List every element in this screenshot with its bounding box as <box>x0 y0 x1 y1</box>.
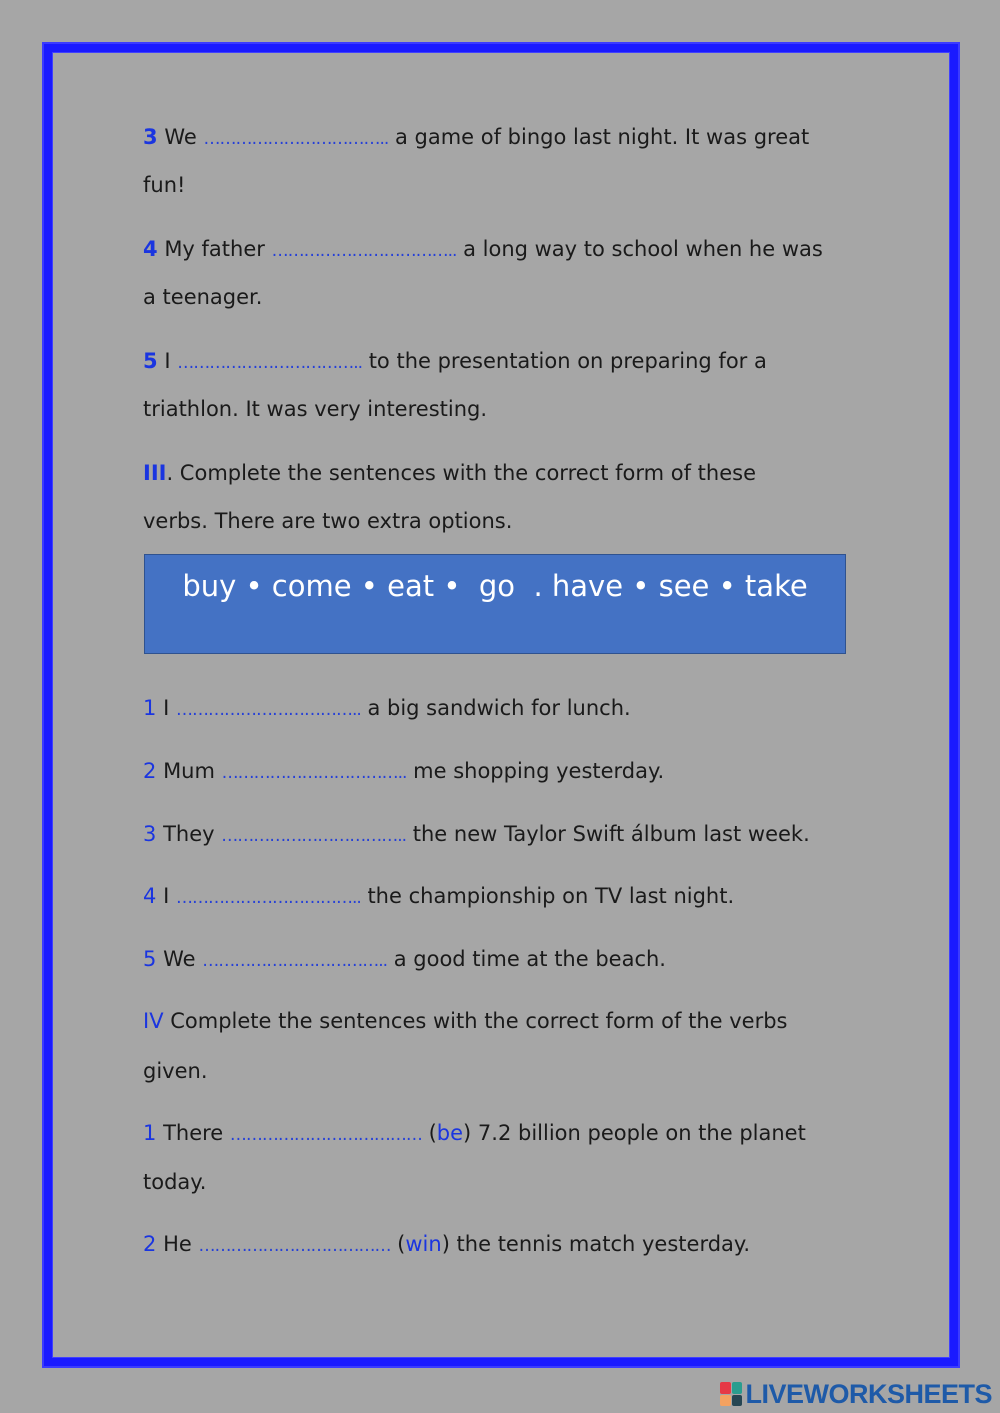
ex3-heading-continuation: verbs. There are two extra options. <box>143 509 513 533</box>
verb-hint: be <box>436 1121 464 1145</box>
answer-blank[interactable]: ……………………………… <box>198 1236 391 1256</box>
logo-square <box>720 1382 731 1394</box>
ex2-item-4: 4 My father …………………………….. a long way to school when he was <box>143 237 823 261</box>
logo-square <box>720 1395 731 1407</box>
answer-blank[interactable]: …………………………….. <box>271 241 457 261</box>
answer-blank[interactable]: …………………………….. <box>202 951 388 971</box>
ex4-heading-continuation: given. <box>143 1059 208 1083</box>
ex3-item-5: 5 We …………………………….. a good time at the beach. <box>143 947 666 971</box>
ex3-item-4: 4 I …………………………….. the championship on TV last night. <box>143 884 735 908</box>
logo-square <box>732 1382 743 1394</box>
logo-square <box>732 1395 743 1407</box>
word-bank-box <box>144 554 846 654</box>
ex2-item-5-continuation: triathlon. It was very interesting. <box>143 397 488 421</box>
verb-hint: win <box>405 1232 442 1256</box>
ex3-item-2: 2 Mum …………………………….. me shopping yesterday. <box>143 759 665 783</box>
ex2-item-4-continuation: a teenager. <box>143 285 263 309</box>
ex4-item-2: 2 He ……………………………… (win) the tennis match yesterday. <box>143 1232 751 1256</box>
ex4-item-1-continuation: today. <box>143 1170 207 1194</box>
ex4-item-1: 1 There ……………………………… (be) 7.2 billion people on the planet <box>143 1121 806 1145</box>
logo-text: LIVEWORKSHEETS <box>745 1378 992 1409</box>
ex3-item-3: 3 They …………………………….. the new Taylor Swift álbum last week. <box>143 822 810 846</box>
word-bank: buy • come • eat • go . have • see • take <box>182 569 808 603</box>
liveworksheets-logo <box>720 1379 992 1409</box>
ex3-heading: III. Complete the sentences with the correct form of these <box>143 461 756 485</box>
ex2-item-5: 5 I …………………………….. to the presentation on preparing for a <box>143 349 767 373</box>
answer-blank[interactable]: …………………………….. <box>175 700 361 720</box>
ex2-item-3-continuation: fun! <box>143 173 186 197</box>
answer-blank[interactable]: …………………………….. <box>175 888 361 908</box>
answer-blank[interactable]: …………………………….. <box>203 129 389 149</box>
answer-blank[interactable]: ……………………………… <box>229 1125 422 1145</box>
answer-blank[interactable]: …………………………….. <box>177 353 363 373</box>
answer-blank[interactable]: …………………………….. <box>221 763 407 783</box>
logo-mark-icon <box>720 1382 742 1406</box>
ex4-heading: IV Complete the sentences with the correct form of the verbs <box>143 1009 788 1033</box>
answer-blank[interactable]: …………………………….. <box>221 826 407 846</box>
ex2-item-3: 3 We …………………………….. a game of bingo last night. It was great <box>143 125 810 149</box>
ex3-item-1: 1 I …………………………….. a big sandwich for lunch. <box>143 696 631 720</box>
